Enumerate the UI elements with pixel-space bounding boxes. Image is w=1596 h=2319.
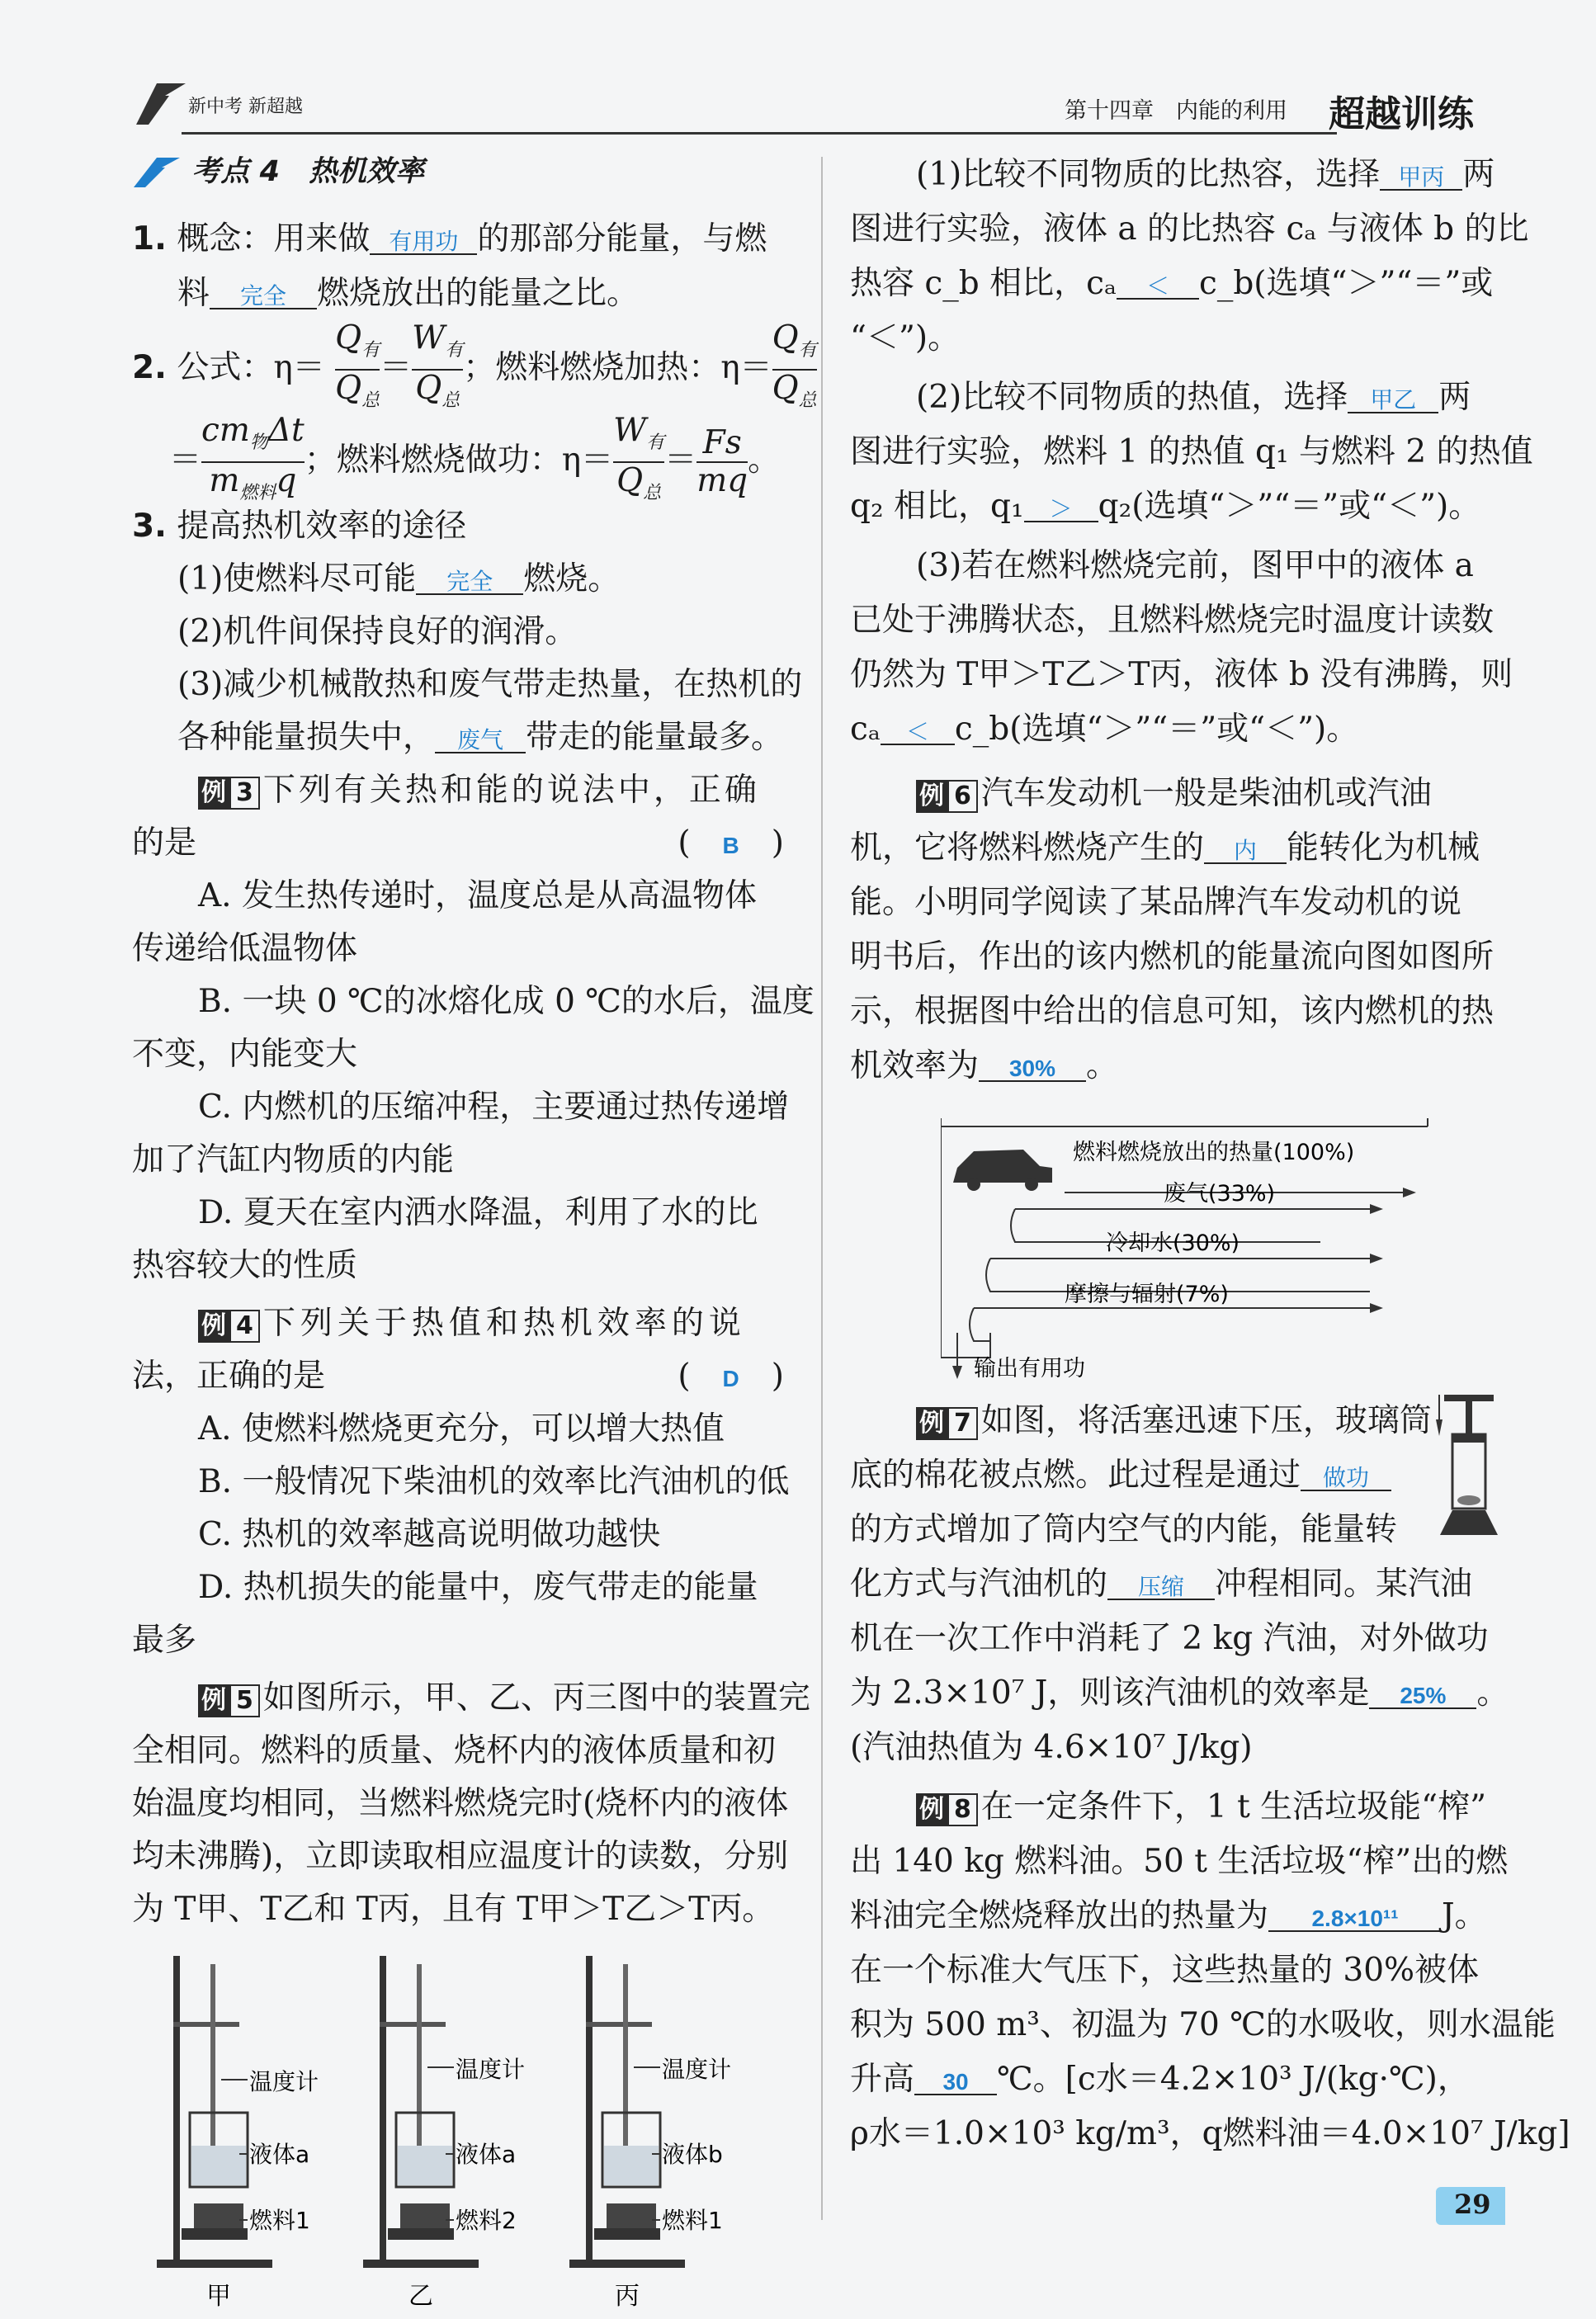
answer-blank[interactable]: ＞ (1024, 497, 1098, 522)
ex5-l4: 均未沸腾)，立即读取相应温度计的读数，分别 (132, 1838, 789, 1875)
ex5-p3b: 已处于沸腾状态，且燃料燃烧完时温度计读数 (850, 602, 1494, 639)
ex5-l5: 为 T甲、T乙和 T丙，且有 T甲＞T乙＞T丙。 (132, 1891, 775, 1928)
ex4-optB: B. 一般情况下柴油机的效率比汽油机的低 (198, 1463, 790, 1500)
ex3-optA1: A. 发生热传递时，温度总是从高温物体 (198, 877, 757, 914)
answer-blank[interactable]: 甲丙 (1380, 165, 1462, 191)
ex8-l2: 出 140 kg 燃料油。50 t 生活垃圾“榨”出的燃 (850, 1843, 1509, 1880)
ex7-l3: 的方式增加了筒内空气的内能，能量转 (850, 1511, 1398, 1548)
ex4-optD1: D. 热机损失的能量中，废气带走的能量 (198, 1569, 758, 1606)
answer-blank[interactable]: ＜ (1117, 274, 1199, 300)
ex8-l7: ρ水＝1.0×10³ kg/m³，q燃料油＝4.0×10⁷ J/kg] (850, 2115, 1570, 2152)
caption-yi: 乙 (408, 2282, 433, 2311)
label-fuel: 燃料1 (662, 2207, 723, 2234)
ex6-l1: 例 6 汽车发动机一般是柴油机或汽油 (916, 767, 1432, 814)
ex4-optD2: 最多 (132, 1622, 197, 1659)
ex4-optC: C. 热机的效率越高说明做功越快 (198, 1516, 661, 1553)
ex5-p3d: cₐ ＜ c_b(选填“＞”“＝”或“＜”)。 (850, 711, 1359, 748)
item3-3b: 各种能量损失中， 废气 带走的能量最多。 (177, 719, 784, 756)
header (0, 0, 1596, 140)
ex6-l5: 示，根据图中给出的信息可知，该内燃机的热 (850, 993, 1494, 1030)
header-arrow-logo (132, 79, 190, 129)
item1-line2: 料 完全 燃烧放出的能量之比。 (177, 275, 640, 312)
setup-bing (569, 1956, 731, 2311)
ex3-question: 例 3 下列有关热和能的说法中，正确 (198, 764, 760, 810)
ex4-question2: 法，正确的是 ( D ) (132, 1358, 784, 1395)
label-thermometer: 温度计 (456, 2056, 526, 2083)
ex6-energy-flow-diagram (941, 1118, 1477, 1382)
item3-title: 3. 提高热机效率的途径 (132, 508, 467, 545)
ex5-l2: 全相同。燃料的质量、烧杯内的液体质量和初 (132, 1732, 777, 1769)
piston-cylinder-figure (1428, 1386, 1510, 1552)
section-title: 考点 4 热机效率 (132, 149, 424, 191)
answer-blank[interactable]: 2.8×10¹¹ (1268, 1906, 1442, 1932)
item3-3a: (3)减少机械散热和废气带走热量，在热机的 (177, 666, 803, 703)
label-liquid: 液体a (456, 2141, 517, 2168)
item2-formula2: ＝ $\frac{cm_物\Delta t}{m_{燃料}q}$ ；燃料燃烧做功：η＝ $\frac{W_有}{Q_总}$ ＝ $\frac{Fs}{mq}$ 。 (169, 413, 780, 512)
answer-blank[interactable]: ＜ (881, 720, 955, 745)
ex8-l6: 升高 30 ℃。[c水＝4.2×10³ J/(kg·℃)， (850, 2061, 1470, 2098)
answer-blank[interactable]: 完全 (210, 284, 317, 309)
ex7-l7: (汽油热值为 4.6×10⁷ J/kg) (850, 1729, 1253, 1766)
header-rule (182, 132, 1337, 135)
section-arrow-icon (132, 154, 182, 191)
ex5-p2d: q₂ 相比，q₁ ＞ q₂(选填“＞”“＝”或“＜”)。 (850, 488, 1481, 525)
label-fuel: 燃料1 (249, 2207, 310, 2234)
label-liquid: 液体b (662, 2141, 723, 2168)
ex7-l2: 底的棉花被点燃。此过程是通过 做功 (850, 1449, 1391, 1495)
item2-formula1: 2. 公式：η＝ $\frac{Q_有}{Q_总}$ ＝ $\frac{W_有}{Q_总}$ ；燃料燃烧加热：η＝ $\frac{Q_有}{Q_总}$ (132, 320, 817, 419)
setup-yi (363, 1956, 525, 2311)
ex4-question: 例 4 下列关于热值和热机效率的说 (198, 1297, 746, 1344)
label-thermometer: 温度计 (662, 2056, 732, 2083)
flow-useful: 输出有用功 (974, 1356, 1085, 1381)
flow-exhaust: 废气(33%) (1164, 1181, 1276, 1207)
header-brand-left: 新中考 新超越 (188, 97, 303, 117)
answer-blank[interactable]: 内 (1204, 838, 1287, 864)
ex3-optC2: 加了汽缸内物质的内能 (132, 1141, 455, 1178)
header-brand-right: 超越训练 (1329, 93, 1474, 135)
answer-blank[interactable]: 完全 (416, 569, 523, 595)
ex8-l1: 例 8 在一定条件下，1 t 生活垃圾能“榨” (916, 1781, 1486, 1827)
ex3-optA2: 传递给低温物体 (132, 930, 358, 967)
caption-jia: 甲 (206, 2282, 231, 2311)
ex3-optC1: C. 内燃机的压缩冲程，主要通过热传递增 (198, 1089, 790, 1126)
fraction: $\frac{Fs}{mq}$ (696, 423, 748, 499)
ex5-p1f: “＜”)。 (850, 319, 961, 357)
ex3-optB2: 不变，内能变大 (132, 1036, 358, 1073)
ex4-optA: A. 使燃料燃烧更充分，可以增大热值 (198, 1410, 725, 1448)
answer-blank[interactable]: 压缩 (1107, 1575, 1215, 1600)
ex6-l3: 能。小明同学阅读了某品牌汽车发动机的说 (850, 884, 1462, 921)
label-liquid: 液体a (249, 2141, 310, 2168)
answer-blank[interactable]: 30 (914, 2070, 997, 2095)
ex5-l3: 始温度均相同，当燃料燃烧完时(烧杯内的液体 (132, 1785, 789, 1822)
ex8-l3: 料油完全燃烧释放出的热量为 2.8×10¹¹ J。 (850, 1897, 1487, 1934)
label-fuel: 燃料2 (456, 2207, 517, 2234)
ex7-l6: 为 2.3×10⁷ J，则该汽油机的效率是 25% 。 (850, 1674, 1509, 1712)
answer-blank[interactable]: 25% (1369, 1684, 1476, 1709)
fraction: $\frac{W_有}{Q_总}$ (412, 319, 464, 411)
ex5-p2a: (2)比较不同物质的热值，选择 甲乙 两 (916, 379, 1471, 416)
ex5-p2c: 图进行实验，燃料 1 的热值 q₁ 与燃料 2 的热值 (850, 433, 1533, 470)
answer-choice[interactable]: B (722, 833, 739, 858)
ex3-question2: 的是 ( B ) (132, 824, 784, 862)
answer-blank[interactable]: 做功 (1301, 1466, 1391, 1491)
flow-total: 燃料燃烧放出的热量(100%) (1073, 1140, 1355, 1165)
ex3-optB1: B. 一块 0 ℃的冰熔化成 0 ℃的水后，温度 (198, 983, 815, 1020)
answer-blank[interactable]: 甲乙 (1348, 388, 1438, 413)
page-number: 29 (1454, 2189, 1491, 2220)
fraction: $\frac{Q_有}{Q_总}$ (335, 319, 380, 411)
ex7-l5: 机在一次工作中消耗了 2 kg 汽油，对外做功 (850, 1620, 1489, 1657)
answer-blank[interactable]: 有用功 (370, 229, 477, 255)
answer-blank[interactable]: 废气 (435, 728, 526, 753)
answer-blank[interactable]: 30% (979, 1056, 1086, 1082)
header-chapter: 第十四章 内能的利用 (1065, 98, 1287, 124)
flow-cooling: 冷却水(30%) (1106, 1230, 1240, 1256)
fraction: $\frac{Q_有}{Q_总}$ (772, 319, 817, 411)
ex6-l4: 明书后，作出的该内燃机的能量流向图如图所 (850, 938, 1494, 975)
ex6-l6: 机效率为 30% 。 (850, 1047, 1119, 1084)
item3-2: (2)机件间保持良好的润滑。 (177, 613, 578, 650)
setup-jia (157, 1956, 319, 2311)
ex8-l5: 积为 500 m³、初温为 70 ℃的水吸收，则水温能 (850, 2006, 1556, 2043)
flow-friction: 摩擦与辐射(7%) (1065, 1282, 1229, 1307)
ex5-p1a: (1)比较不同物质的比热容，选择 甲丙 两 (916, 156, 1495, 193)
ex3-optD2: 热容较大的性质 (132, 1247, 358, 1284)
ex8-l4: 在一个标准大气压下，这些热量的 30%被体 (850, 1952, 1480, 1989)
ex5-p3c: 仍然为 T甲＞T乙＞T丙，液体 b 没有沸腾，则 (850, 656, 1513, 693)
car-icon (953, 1150, 1052, 1191)
label-thermometer: 温度计 (249, 2068, 319, 2095)
ex5-figure (157, 1948, 800, 2319)
ex3-optD1: D. 夏天在室内洒水降温，利用了水的比 (198, 1194, 758, 1231)
ex7-l4: 化方式与汽油机的 压缩 冲程相同。某汽油 (850, 1566, 1473, 1603)
ex5-p1c: 图进行实验，液体 a 的比热容 cₐ 与液体 b 的比 (850, 210, 1529, 248)
item3-1: (1)使燃料尽可能 完全 燃烧。 (177, 560, 621, 597)
column-divider (821, 157, 823, 2220)
ex7-l1: 例 7 如图，将活塞迅速下压，玻璃筒 (916, 1395, 1432, 1441)
answer-choice[interactable]: D (722, 1366, 739, 1391)
ex5-p3a: (3)若在燃料燃烧完前，图甲中的液体 a (916, 547, 1474, 584)
ex6-l2: 机，它将燃料燃烧产生的 内 能转化为机械 (850, 829, 1480, 867)
fraction: $\frac{W_有}{Q_总}$ (613, 412, 665, 503)
caption-bing: 丙 (615, 2282, 640, 2311)
item1-line1: 1. 概念：用来做 有用功 的那部分能量，与燃 (132, 220, 767, 257)
ex5-l1: 例 5 如图所示，甲、乙、丙三图中的装置完 (198, 1672, 810, 1718)
fraction: $\frac{cm_物\Delta t}{m_{燃料}q}$ (201, 412, 305, 503)
ex5-p1d: 热容 c_b 相比，cₐ ＜ c_b(选填“＞”“＝”或 (850, 265, 1494, 302)
